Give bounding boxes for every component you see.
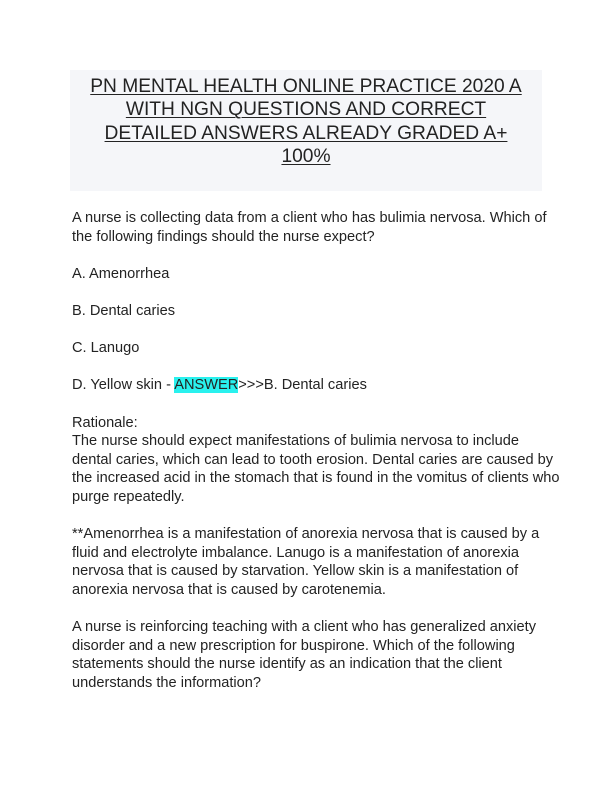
title-line: DETAILED ANSWERS ALREADY GRADED A+	[104, 122, 508, 144]
text-line: anorexia nervosa that is caused by carotenemia.	[72, 581, 386, 598]
text-line: The nurse should expect manifestations of bulimia nervosa to include	[72, 433, 519, 450]
text-line: A nurse is reinforcing teaching with a client who has generalized anxiety	[72, 619, 537, 636]
text-line: the following findings should the nurse expect?	[72, 228, 375, 245]
text-line: understands the information?	[72, 674, 262, 691]
question-1-stem	[72, 209, 552, 246]
document-title-box	[70, 70, 542, 191]
question-1-note	[72, 525, 552, 599]
question-1-option-b	[72, 302, 552, 321]
text-line: **Amenorrhea is a manifestation of anorexia nervosa that is caused by a	[72, 526, 540, 543]
text-line: the increased acid in the stomach that is found in the vomitus of clients who	[72, 470, 560, 487]
question-1-option-a	[72, 265, 552, 284]
option-text: A. Amenorrhea	[72, 265, 170, 282]
answer-line	[72, 376, 552, 395]
text-line: disorder and a new prescription for buspirone. Which of the following	[72, 637, 515, 654]
question-1-rationale	[72, 414, 560, 507]
question-1-option-c	[72, 339, 552, 358]
text-line: purge repeatedly.	[72, 488, 185, 505]
title-line: WITH NGN QUESTIONS AND CORRECT	[125, 99, 487, 121]
text-line: statements should the nurse identify as an indication that the client	[72, 656, 502, 673]
text-line: nervosa that is caused by starvation. Yellow skin is a manifestation of	[72, 563, 519, 580]
title-line: 100%	[281, 146, 331, 168]
question-1-option-d-answer	[72, 376, 552, 395]
question-2-stem	[72, 618, 552, 692]
option-text: B. Dental caries	[72, 302, 176, 319]
answer-text: >>>B. Dental caries	[238, 377, 367, 394]
text-line: A nurse is collecting data from a client who has bulimia nervosa. Which of	[72, 210, 547, 226]
rationale-label: Rationale:	[72, 414, 138, 431]
document-body	[72, 209, 560, 711]
option-text: C. Lanugo	[72, 340, 140, 357]
title-line: PN MENTAL HEALTH ONLINE PRACTICE 2020 A	[90, 76, 522, 97]
text-line: dental caries, which can lead to tooth erosion. Dental caries are caused by	[72, 451, 554, 468]
answer-highlight: ANSWER	[174, 377, 239, 394]
option-d-text: D. Yellow skin -	[72, 377, 175, 394]
text-line: fluid and electrolyte imbalance. Lanugo is a manifestation of anorexia	[72, 544, 520, 561]
